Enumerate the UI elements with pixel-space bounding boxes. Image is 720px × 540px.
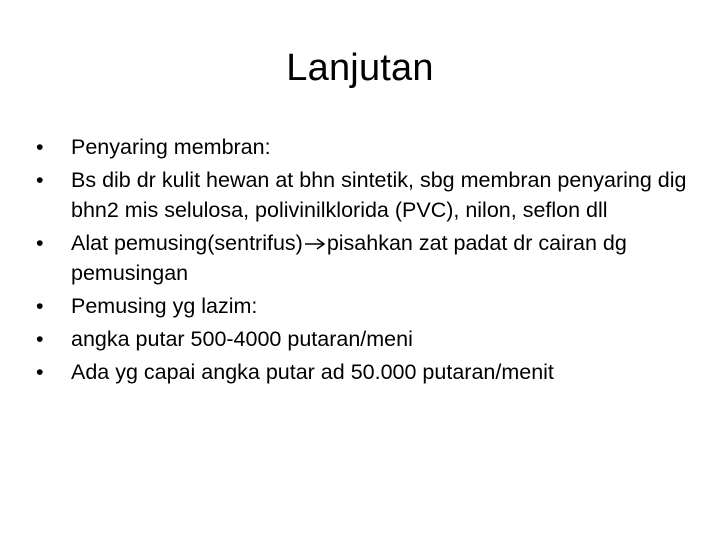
bullet-text: Pemusing yg lazim: — [71, 294, 258, 318]
bullet-marker: • — [36, 231, 44, 255]
slide-title: Lanjutan — [286, 47, 434, 89]
bullet-marker: • — [36, 294, 44, 318]
right-arrow-icon — [304, 237, 326, 251]
bullet-item — [36, 228, 696, 288]
bullet-item — [36, 324, 696, 354]
bullet-marker: • — [36, 168, 44, 192]
bullet-marker: • — [36, 135, 44, 159]
bullet-text: Bs dib dr kulit hewan at bhn sintetik, sbg membran penyaring dig bhn2 mis selulosa, polivinilklorida (PVC), nilon, seflon dll — [71, 168, 687, 222]
bullet-text-before-arrow: Alat pemusing(sentrifus) — [71, 231, 303, 255]
bullet-text: Ada yg capai angka putar ad 50.000 putaran/menit — [71, 360, 554, 384]
bullet-text: Penyaring membran: — [71, 135, 271, 159]
bullet-marker: • — [36, 327, 44, 351]
bullet-list — [36, 132, 696, 390]
bullet-text-after-arrow: pisahkan zat padat dr cairan dg pemusingan — [71, 231, 627, 285]
bullet-item — [36, 165, 696, 225]
bullet-marker: • — [36, 360, 44, 384]
bullet-item — [36, 291, 696, 321]
bullet-item — [36, 357, 696, 387]
bullet-text: angka putar 500-4000 putaran/meni — [71, 327, 413, 351]
bullet-item — [36, 132, 696, 162]
